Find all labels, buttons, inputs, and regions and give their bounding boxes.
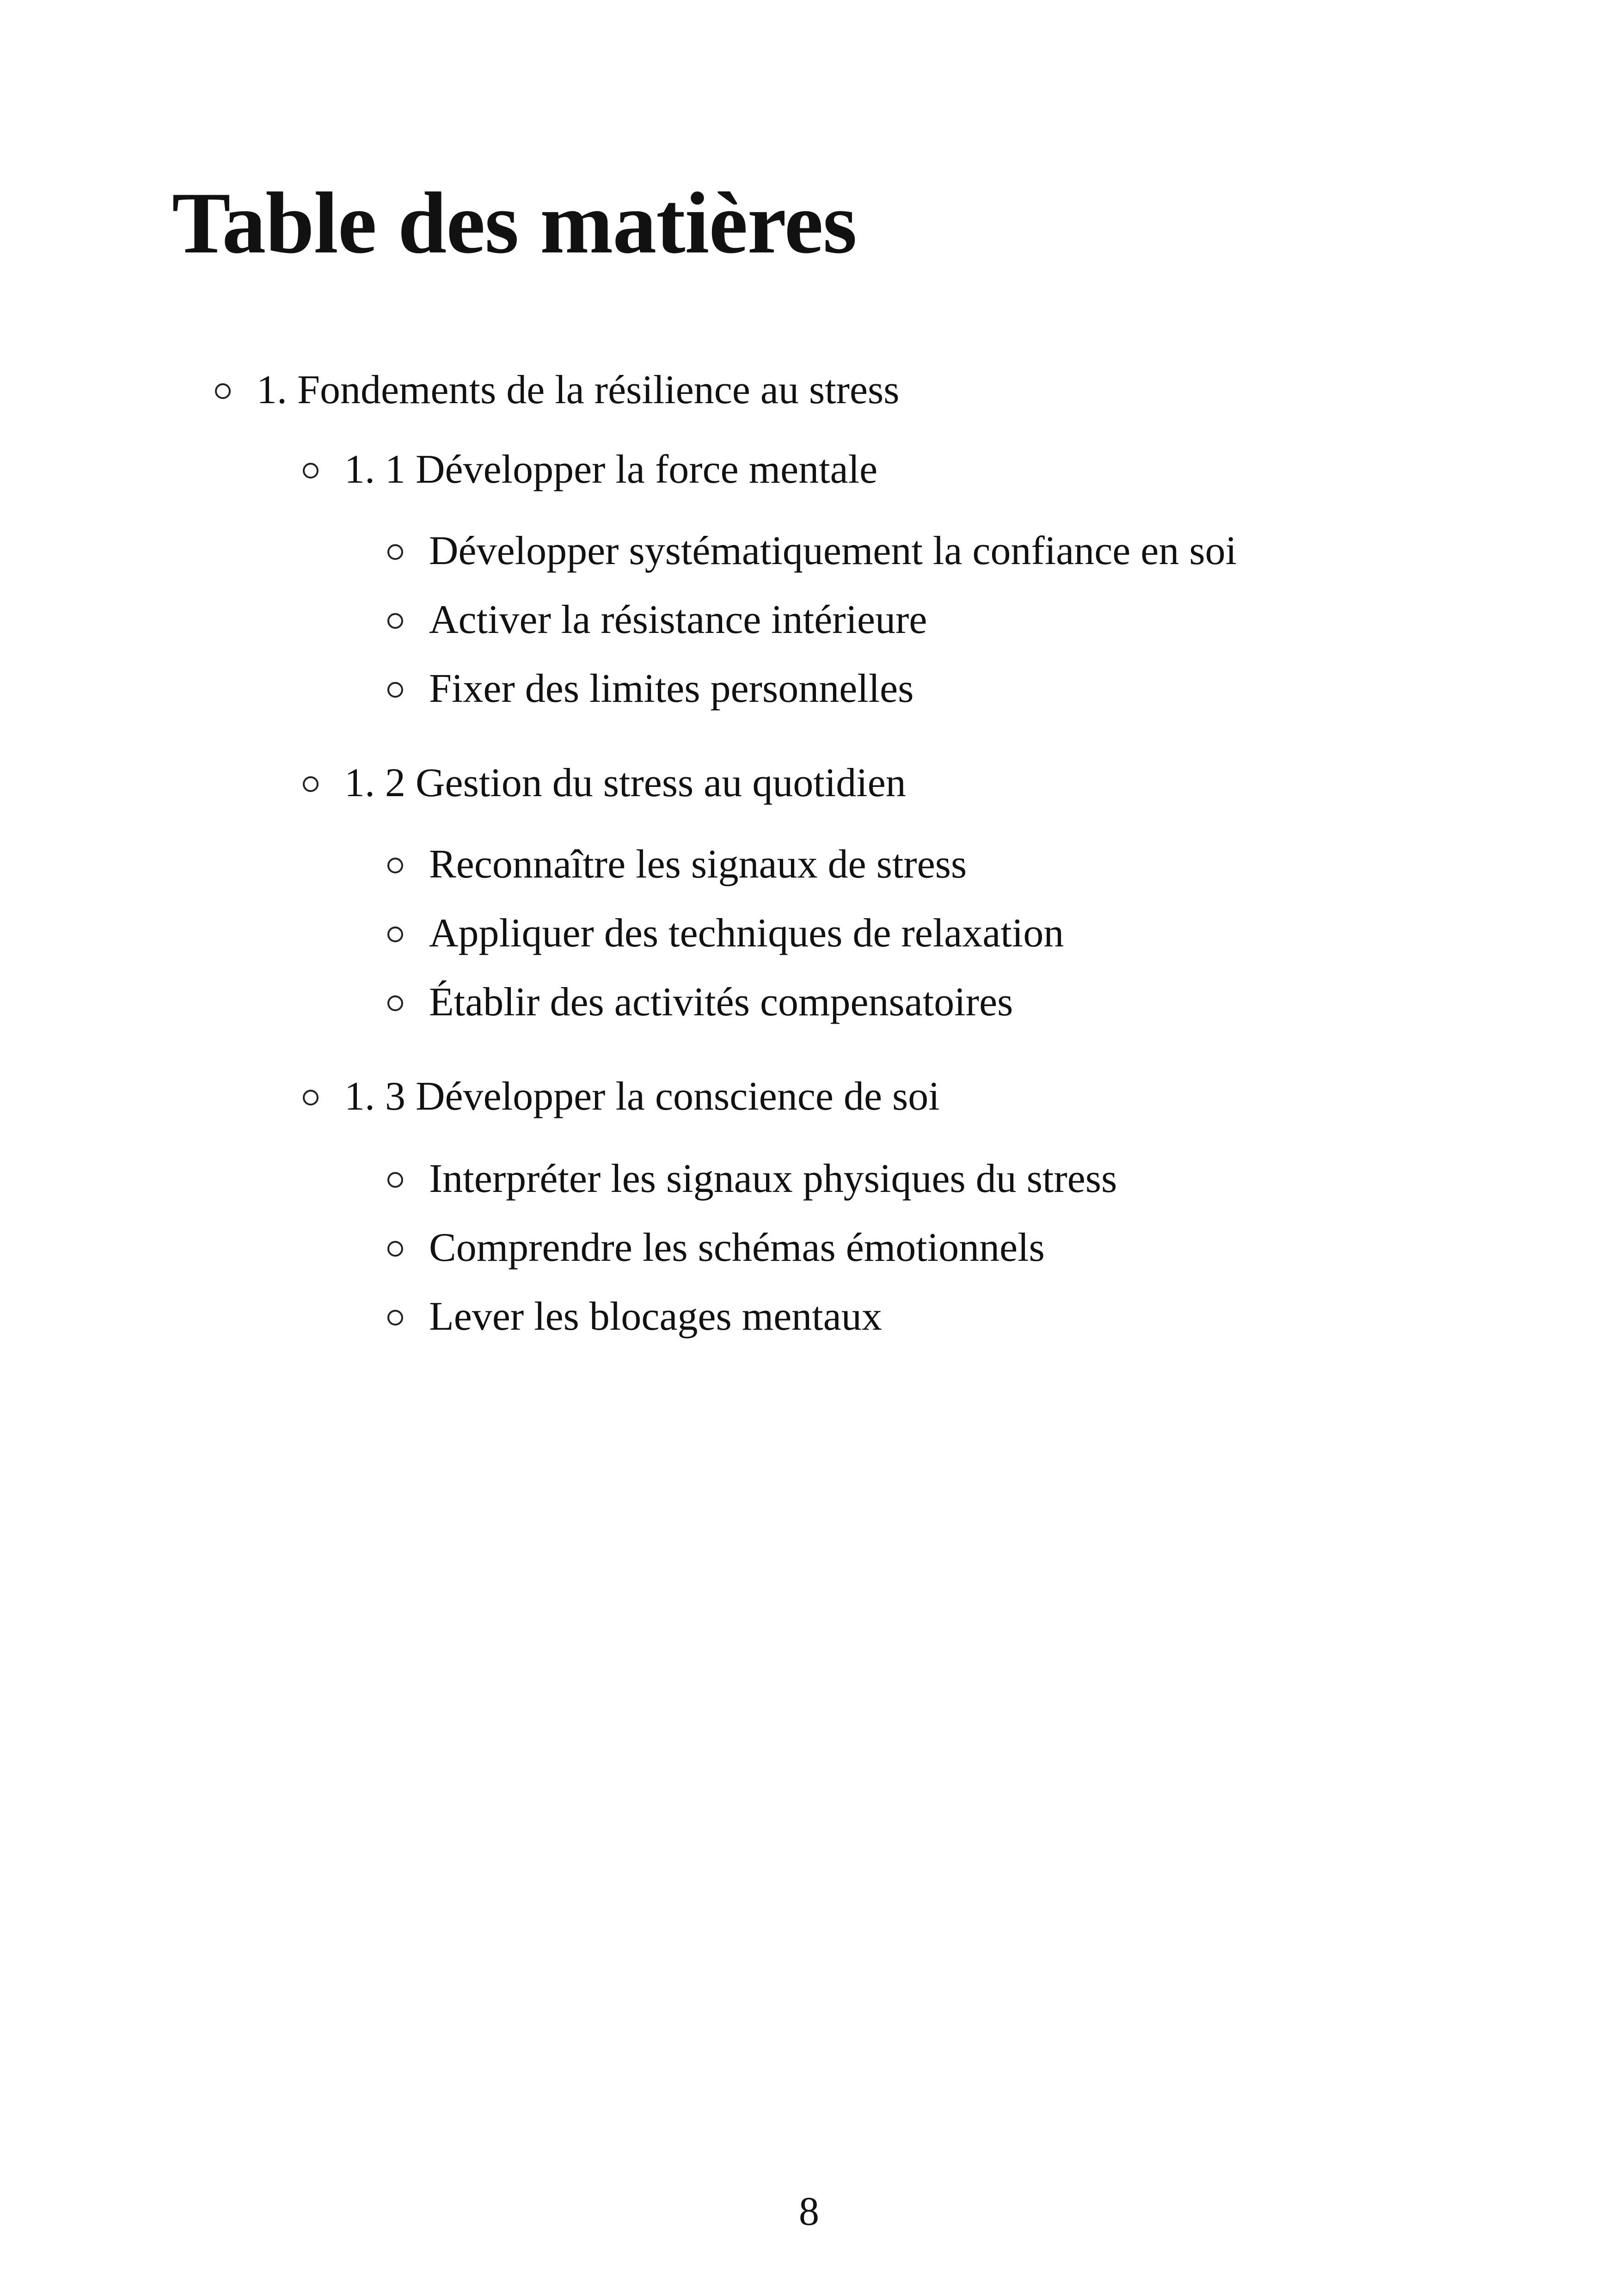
toc-item[interactable] xyxy=(387,597,927,642)
toc-item[interactable] xyxy=(387,913,1064,954)
toc-section-1-3[interactable] xyxy=(303,1076,940,1117)
bullet-icon xyxy=(215,383,231,399)
toc-chapter-1[interactable] xyxy=(215,370,900,411)
bullet-icon xyxy=(387,613,403,629)
bullet-icon xyxy=(303,1090,319,1105)
toc-item[interactable] xyxy=(387,844,967,885)
toc-item[interactable] xyxy=(387,528,1237,573)
toc-chapter-label: 1. Fondements de la résilience au stress xyxy=(257,368,900,412)
toc-item-label: Développer systématiquement la confiance en soi xyxy=(429,528,1237,573)
page-number: 8 xyxy=(799,2189,819,2234)
bullet-icon xyxy=(387,858,403,873)
bullet-icon xyxy=(387,1172,403,1188)
toc-section-label: 1. 2 Gestion du stress au quotidien xyxy=(344,761,906,805)
bullet-icon xyxy=(303,776,319,792)
bullet-icon xyxy=(387,1241,403,1257)
toc-section-1-1[interactable] xyxy=(303,449,877,490)
bullet-icon xyxy=(387,927,403,942)
toc-item-label: Lever les blocages mentaux xyxy=(429,1294,882,1339)
bullet-icon xyxy=(387,1310,403,1326)
toc-item[interactable] xyxy=(387,1156,1117,1201)
page-title: Table des matières xyxy=(172,175,857,272)
toc-section-label: 1. 1 Développer la force mentale xyxy=(344,447,878,492)
toc-item[interactable] xyxy=(387,666,914,711)
bullet-icon xyxy=(387,682,403,698)
toc-item[interactable] xyxy=(387,1296,882,1337)
toc-item-label: Appliquer des techniques de relaxation xyxy=(429,911,1064,956)
bullet-icon xyxy=(387,995,403,1011)
toc-item-label: Activer la résistance intérieure xyxy=(429,597,927,642)
bullet-icon xyxy=(387,544,403,560)
toc-item-label: Interpréter les signaux physiques du stress xyxy=(429,1156,1117,1201)
toc-section-1-2[interactable] xyxy=(303,763,906,804)
bullet-icon xyxy=(303,463,319,479)
toc-item-label: Reconnaître les signaux de stress xyxy=(429,842,967,887)
toc-item-label: Comprendre les schémas émotionnels xyxy=(429,1225,1045,1270)
toc-item[interactable] xyxy=(387,1225,1045,1270)
toc-item-label: Établir des activités compensatoires xyxy=(429,980,1013,1025)
toc-item-label: Fixer des limites personnelles xyxy=(429,666,914,711)
toc-item[interactable] xyxy=(387,982,1013,1023)
toc-section-label: 1. 3 Développer la conscience de soi xyxy=(344,1074,940,1119)
